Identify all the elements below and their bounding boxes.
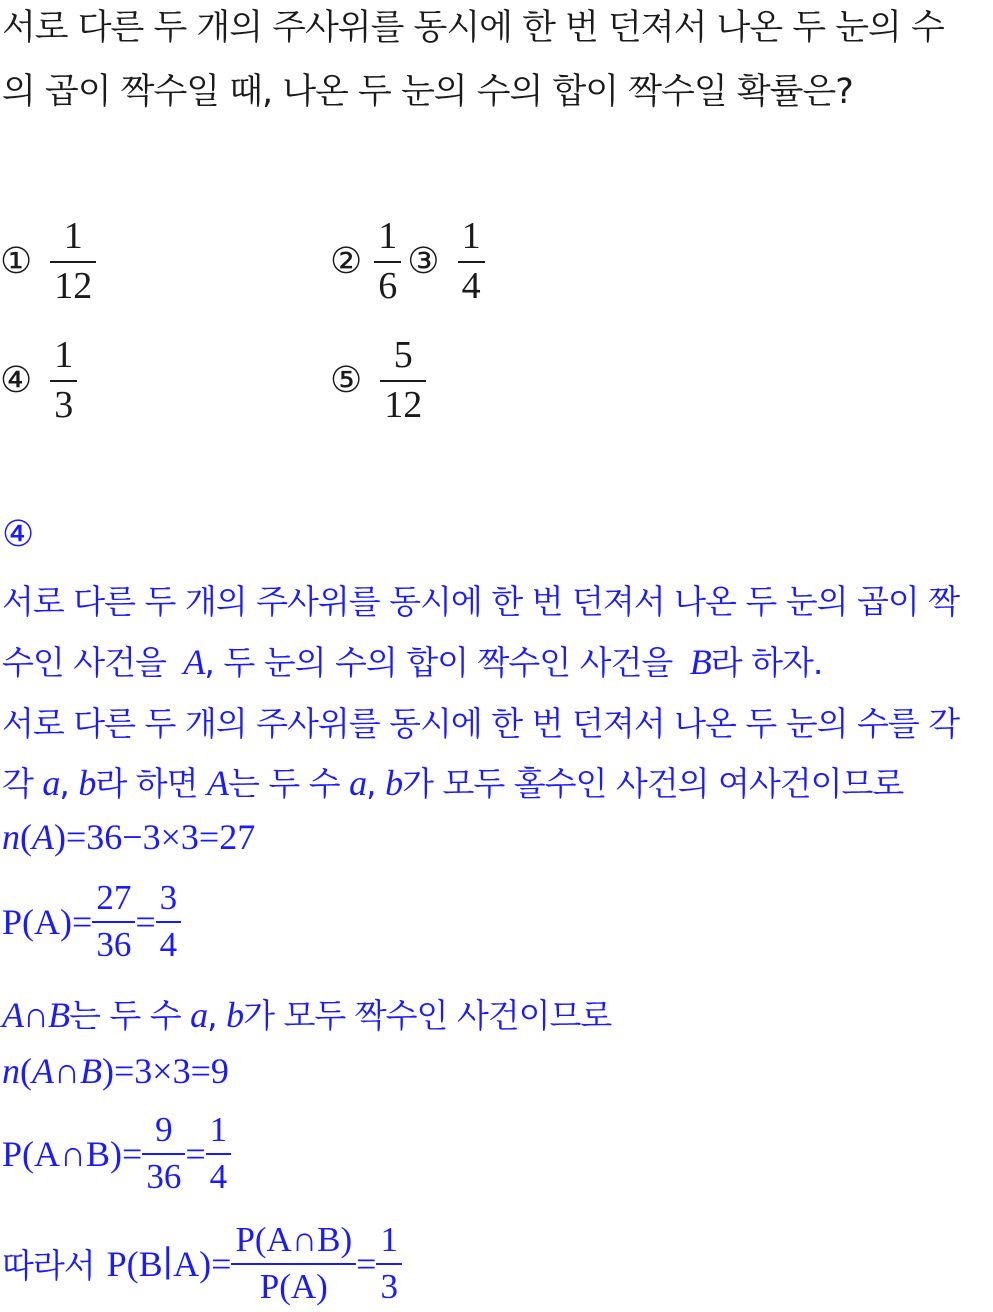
equation-count-a	[2, 816, 255, 858]
choice-1[interactable]	[0, 217, 96, 307]
choice-mark: ①	[0, 241, 33, 283]
fraction-numerator: P(A∩B)	[235, 1220, 353, 1259]
fraction-denominator: P(A)	[259, 1266, 328, 1306]
choice-mark-3[interactable]: ③	[407, 241, 440, 283]
choice-mark: ②	[330, 241, 363, 283]
fraction	[156, 880, 182, 964]
fraction	[206, 1112, 232, 1196]
solution-text: ,	[207, 996, 217, 1035]
fraction-denominator: 12	[384, 383, 423, 426]
equals-sign: =	[185, 1133, 206, 1174]
equation-rhs: =3×3=9	[113, 1051, 229, 1091]
paren-close: )	[101, 1051, 114, 1091]
fraction-numerator: 1	[380, 1220, 398, 1259]
fraction-bar	[458, 261, 485, 263]
fraction-denominator: 4	[461, 264, 481, 307]
fraction	[376, 1222, 402, 1306]
fraction-denominator: 3	[54, 383, 74, 426]
fraction-denominator: 4	[209, 1156, 228, 1196]
variable-a: a	[190, 995, 208, 1035]
variable-b-upper: B	[689, 642, 711, 682]
equation-prob-a	[2, 880, 181, 964]
fraction-denominator: 36	[96, 924, 132, 964]
choice-fraction-3	[458, 217, 485, 307]
solution-text: 수인 사건을	[2, 643, 166, 682]
fraction-bar	[50, 380, 77, 382]
fraction-numerator: 1	[63, 215, 83, 257]
paren-close: )	[54, 817, 66, 857]
choice-5[interactable]	[330, 336, 426, 426]
equals-sign: =	[135, 901, 156, 942]
fraction-bar	[142, 1153, 185, 1155]
variable-b: b	[78, 763, 96, 803]
variable-a-cap-b: A∩B	[2, 995, 69, 1035]
solution-text: 각	[2, 764, 33, 803]
choice-mark: ④	[0, 360, 33, 402]
fraction	[92, 880, 135, 964]
fraction-bar	[374, 261, 401, 263]
fraction-bar	[380, 380, 426, 382]
solution-line-4	[2, 758, 903, 805]
solution-text: 가 모두 짝수인 사건이므로	[243, 996, 612, 1035]
fraction-numerator: 27	[96, 878, 132, 917]
variable-a: a	[42, 763, 60, 803]
equation-prob-ab	[2, 1112, 231, 1196]
answer-mark: ④	[2, 514, 34, 555]
solution-text: ,	[59, 764, 69, 803]
variable-b: b	[385, 763, 403, 803]
fraction-bar	[92, 921, 135, 923]
solution-line-3: 서로 다른 두 개의 주사위를 동시에 한 번 던져서 나온 두 눈의 수를 각	[2, 704, 960, 743]
variable-a-upper: A	[183, 642, 205, 682]
choice-2[interactable]	[330, 217, 485, 307]
final-word: 따라서	[2, 1246, 95, 1286]
question-line-1: 서로 다른 두 개의 주사위를 동시에 한 번 던져서 나온 두 눈의 수	[2, 8, 944, 48]
fraction-numerator: 1	[461, 215, 481, 257]
solution-line-1: 서로 다른 두 개의 주사위를 동시에 한 번 던져서 나온 두 눈의 곱이 짝	[2, 582, 960, 621]
paren-open: (	[20, 817, 32, 857]
fraction-numerator: 5	[393, 334, 413, 376]
fraction-denominator: 3	[380, 1266, 398, 1306]
solution-text: ,	[366, 764, 376, 803]
fraction-bar	[156, 921, 182, 923]
fraction-numerator: 9	[155, 1110, 173, 1149]
equation-lhs: P(A∩B)=	[2, 1133, 143, 1174]
equation-lhs: P(B∣A)=	[106, 1243, 232, 1284]
solution-text: 라 하자.	[710, 643, 823, 682]
fraction-bar	[231, 1263, 356, 1265]
solution-text: 라 하면	[95, 764, 198, 803]
fraction-bar	[50, 261, 96, 263]
variable-a: a	[349, 763, 367, 803]
fraction-denominator: 36	[146, 1156, 182, 1196]
solution-text: 는 두 수	[228, 764, 340, 803]
choice-4[interactable]	[0, 336, 77, 426]
choice-mark: ⑤	[330, 360, 363, 402]
fraction	[231, 1222, 356, 1306]
solution-line-7	[2, 990, 611, 1037]
choice-fraction	[374, 217, 401, 307]
fraction-numerator: 3	[159, 878, 178, 917]
variable-a-upper: A	[32, 817, 54, 857]
equation-final	[2, 1222, 402, 1306]
fraction-bar	[376, 1263, 402, 1265]
solution-line-2	[2, 637, 822, 684]
fraction-numerator: 1	[209, 1110, 228, 1149]
fraction-bar	[206, 1153, 232, 1155]
equals-sign: =	[356, 1243, 377, 1284]
solution-text: , 두 눈의 수의 합이 짝수인 사건을	[204, 643, 673, 682]
count-symbol: n	[2, 817, 20, 857]
paren-open: (	[20, 1051, 32, 1091]
choice-fraction	[50, 336, 77, 426]
equation-count-ab	[2, 1050, 229, 1092]
fraction-denominator: 12	[54, 264, 93, 307]
variable-a-cap-b: A∩B	[32, 1051, 102, 1091]
variable-a-upper: A	[207, 763, 229, 803]
fraction-denominator: 6	[378, 264, 398, 307]
fraction-numerator: 1	[54, 334, 74, 376]
choice-fraction	[380, 336, 426, 426]
fraction	[142, 1112, 185, 1196]
variable-b: b	[226, 995, 244, 1035]
solution-text: 는 두 수	[68, 996, 181, 1035]
count-symbol: n	[2, 1051, 20, 1091]
equation-lhs: P(A)=	[2, 901, 93, 942]
choice-fraction	[50, 217, 96, 307]
question-line-2: 의 곱이 짝수일 때, 나온 두 눈의 수의 합이 짝수일 확률은?	[2, 72, 853, 112]
fraction-numerator: 1	[378, 215, 398, 257]
fraction-denominator: 4	[159, 924, 178, 964]
solution-text: 가 모두 홀수인 사건의 여사건이므로	[402, 764, 904, 803]
equation-rhs: =36−3×3=27	[66, 817, 256, 857]
